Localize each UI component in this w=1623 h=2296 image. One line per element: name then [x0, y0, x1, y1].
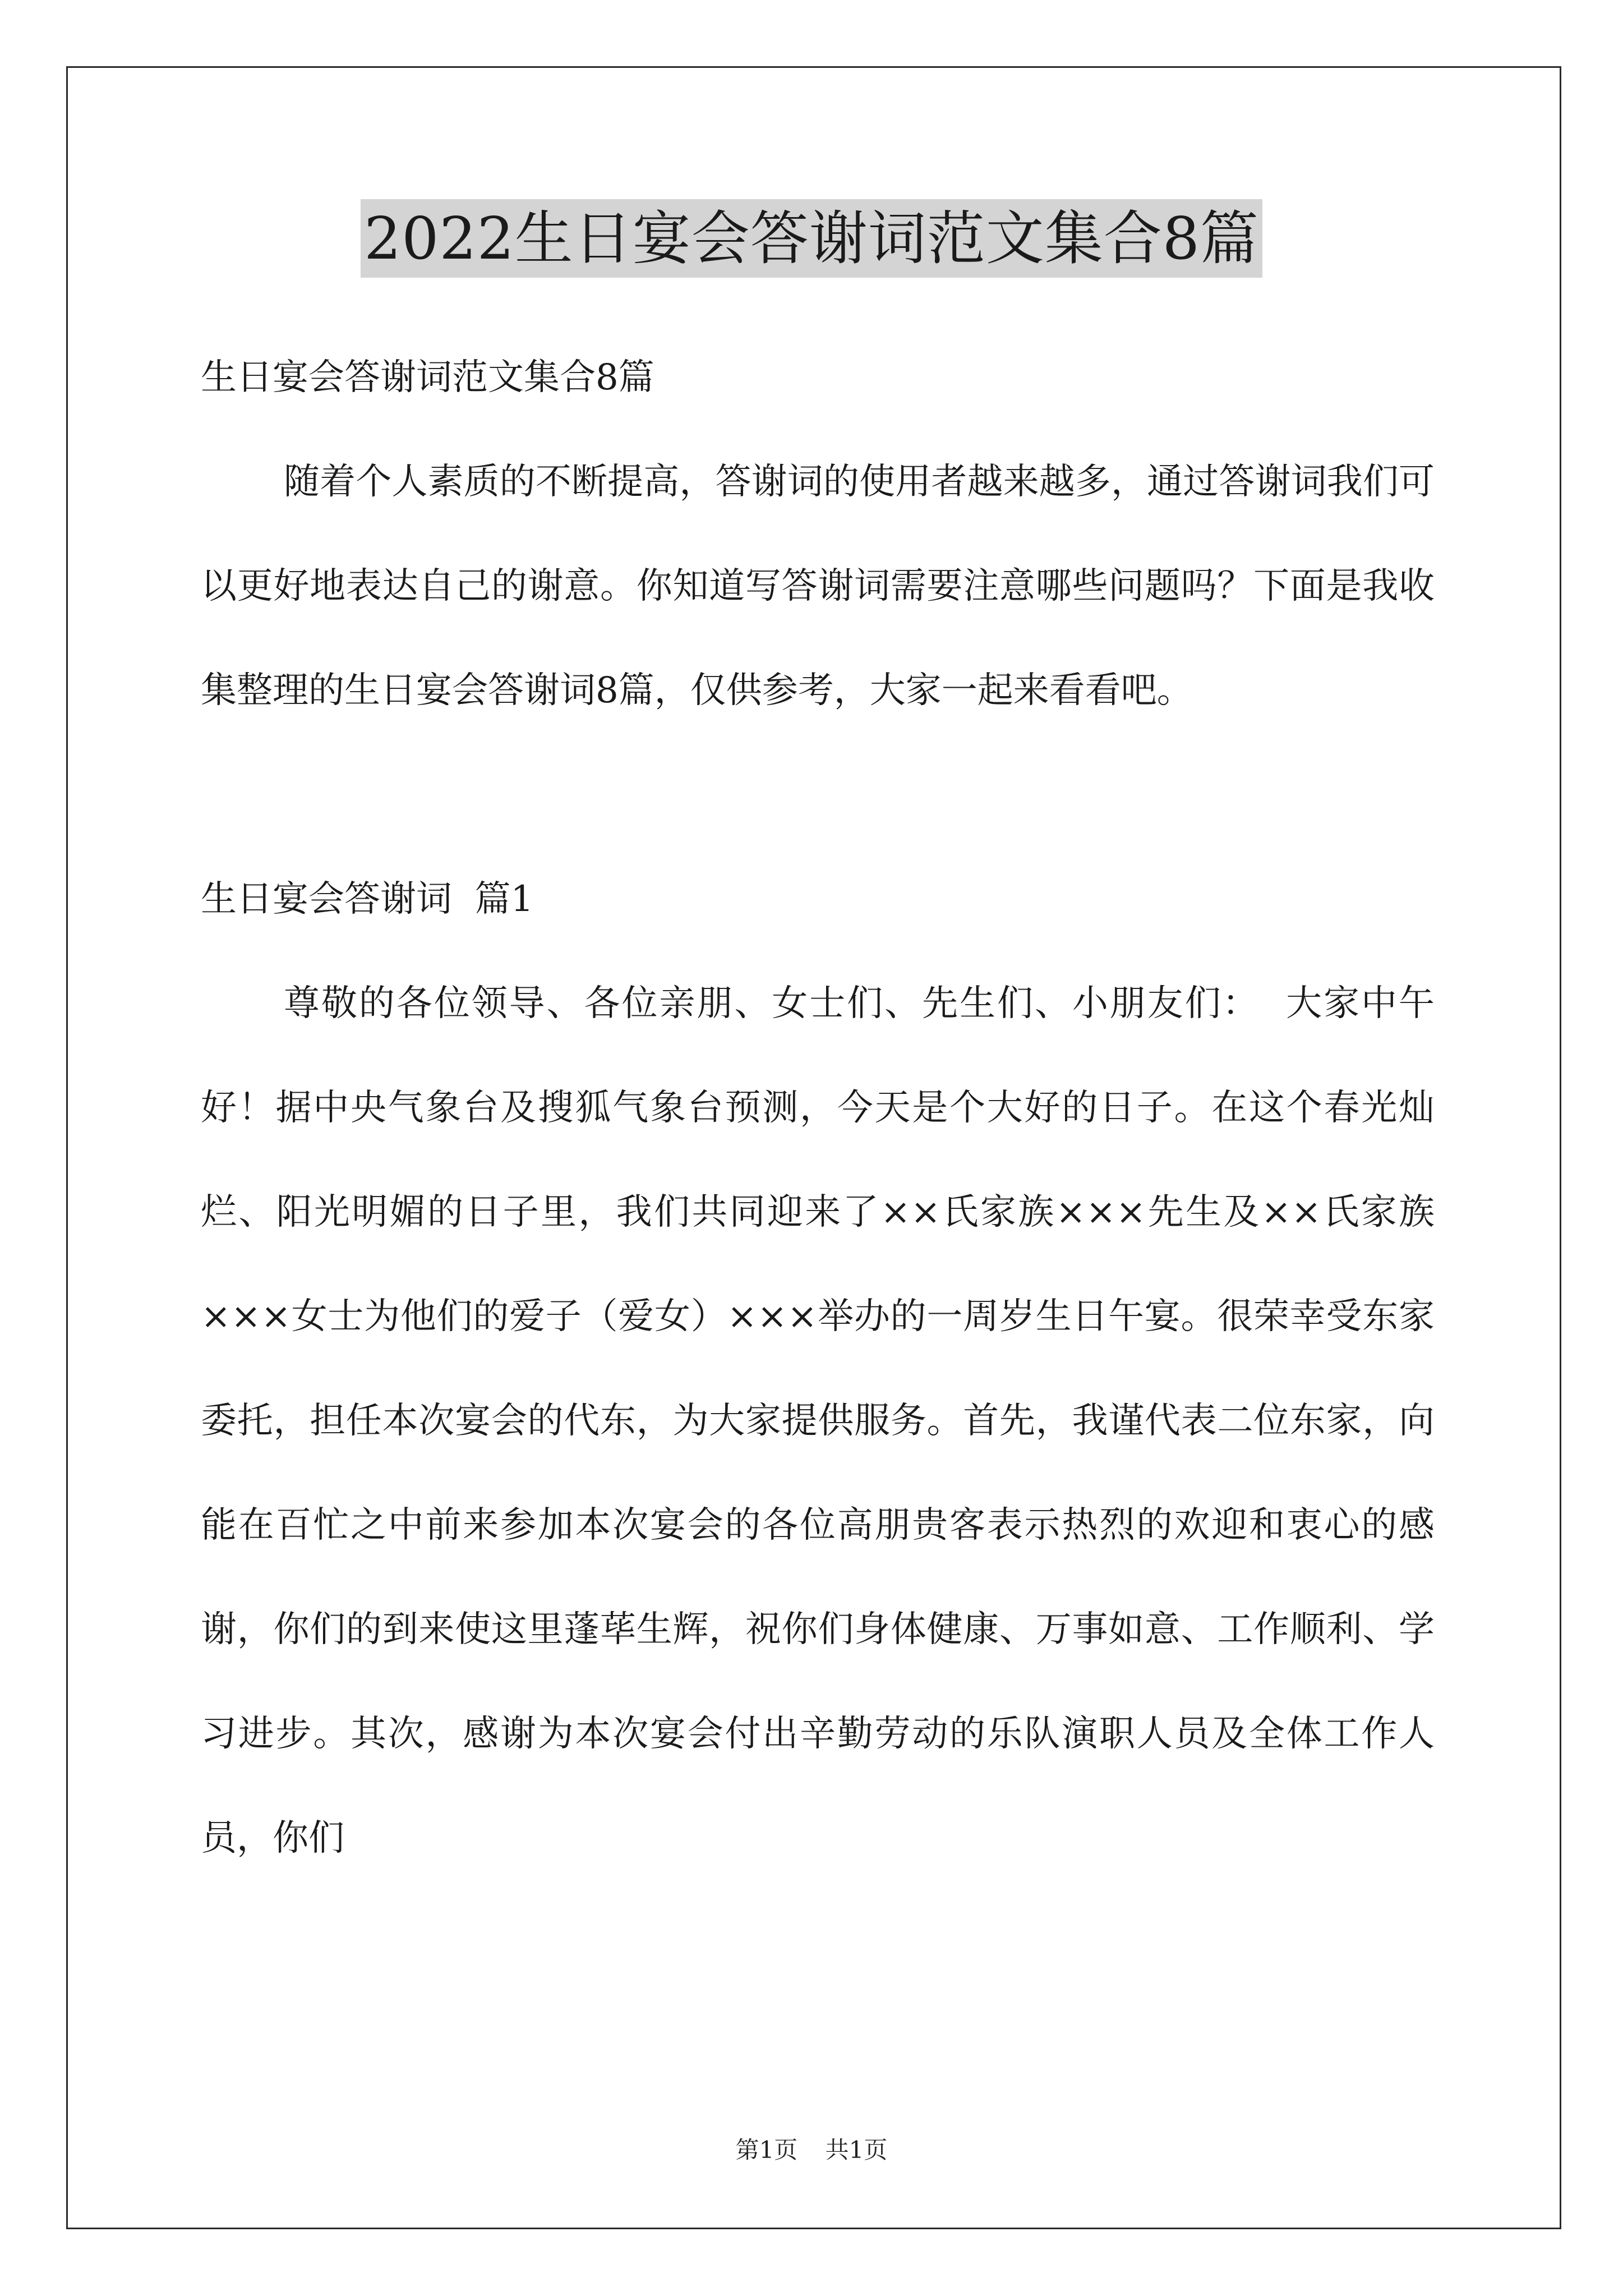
document-title — [0, 199, 1623, 278]
paragraph-gap — [201, 743, 1435, 847]
page-footer — [0, 2134, 1623, 2166]
page-number: 第1页 — [735, 2136, 798, 2164]
document-body — [201, 325, 1435, 1890]
body-paragraph: 尊敬的各位领导、各位亲朋、女士们、先生们、小朋友们： 大家中午好！据中央气象台及搜狐气象台预测，今天是个大好的日子。在这个春光灿烂、阳光明媚的日子里，我们共同迎来了××氏家族×××先生及××氏家族×××女士为他们的爱子（爱女）×××举办的一周岁生日午宴。很荣幸受东家委托，担任本次宴会的代东，为大家提供服务。首先，我谨代表二位东家，向能在百忙之中前来参加本次宴会的各位高朋贵客表示热烈的欢迎和衷心的感谢，你们的到来使这里蓬荜生辉，祝你们身体健康、万事如意、工作顺利、学习进步。其次，感谢为本次宴会付出辛勤劳动的乐队演职人员及全体工作人员，你们 — [201, 983, 1435, 1859]
document-subtitle: 生日宴会答谢词范文集合8篇 — [201, 357, 654, 398]
document-title-text: 2022生日宴会答谢词范文集合8篇 — [361, 199, 1262, 278]
section-heading: 生日宴会答谢词 篇1 — [201, 878, 534, 920]
intro-paragraph: 随着个人素质的不断提高，答谢词的使用者越来越多，通过答谢词我们可以更好地表达自己的谢意。你知道写答谢词需要注意哪些问题吗？下面是我收集整理的生日宴会答谢词8篇，仅供参考，大家一起来看看吧。 — [201, 461, 1435, 711]
page-total: 共1页 — [825, 2136, 888, 2164]
